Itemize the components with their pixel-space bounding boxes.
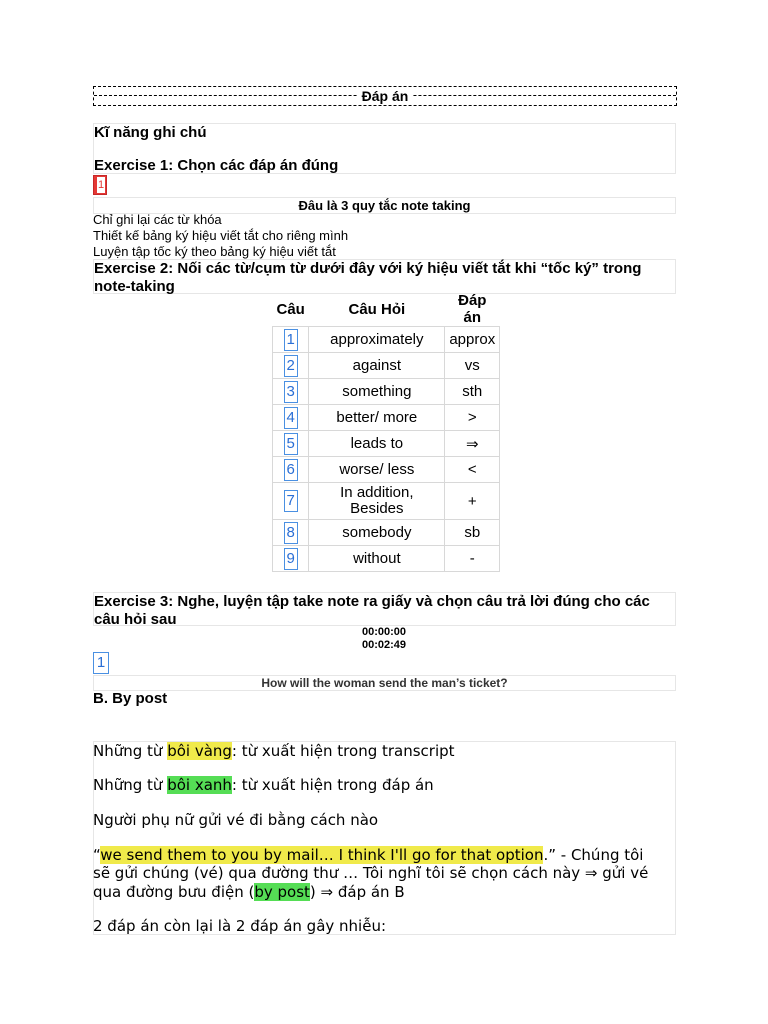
question-number[interactable]: 3	[284, 381, 298, 403]
exercise3-question	[93, 675, 676, 691]
column-header: Câu	[276, 300, 305, 318]
column-header: Câu Hỏi	[348, 300, 406, 318]
yellow-highlight: bôi vàng	[167, 742, 232, 760]
table-row	[273, 379, 500, 405]
exercise1-answer: Thiết kế bảng ký hiệu viết tắt cho riêng mình	[93, 228, 349, 243]
question-cell: without	[309, 546, 445, 572]
answer-cell: <	[445, 457, 500, 483]
exercise3-answer: B. By post	[93, 690, 168, 707]
legend-text: : từ xuất hiện trong đáp án	[231, 776, 434, 794]
audio-end-time: 00:02:49	[361, 639, 407, 651]
answer-cell: approx	[445, 327, 500, 353]
question-number[interactable]: 5	[284, 433, 298, 455]
exercise1-badge[interactable]: 1	[93, 175, 107, 195]
table-row	[273, 405, 500, 431]
answer-cell: -	[445, 546, 500, 572]
question-number[interactable]: 7	[284, 490, 298, 512]
section-title: Kĩ năng ghi chú	[94, 124, 207, 141]
table-row	[273, 520, 500, 546]
table-row	[273, 457, 500, 483]
table-row	[273, 483, 500, 520]
question-cell: leads to	[309, 431, 445, 457]
yellow-highlight: we send them to you by mail… I think I'll go for that option	[100, 846, 544, 864]
question-cell: approximately	[309, 327, 445, 353]
table-row	[273, 431, 500, 457]
conclusion-line	[93, 883, 405, 901]
column-header: Đáp án	[458, 292, 487, 326]
answer-cell: sth	[445, 379, 500, 405]
question-number[interactable]: 4	[284, 407, 298, 429]
question-cell: something	[309, 379, 445, 405]
conclusion-text: ) ⇒ đáp án B	[309, 883, 405, 901]
matching-table	[272, 292, 500, 572]
answer-key-header	[93, 86, 677, 106]
exercise1-title: Exercise 1: Chọn các đáp án đúng	[94, 157, 339, 174]
table-row	[273, 353, 500, 379]
question-number[interactable]: 6	[284, 459, 298, 481]
distractor-note: 2 đáp án còn lại là 2 đáp án gây nhiễu:	[93, 917, 387, 935]
exercise1-answer: Luyện tập tốc ký theo bảng ký hiệu viết tắt	[93, 244, 336, 259]
green-highlight: by post	[254, 883, 310, 901]
translation-line: sẽ gửi chúng (vé) qua đường thư … Tôi nghĩ tôi sẽ chọn cách này ⇒ gửi vé	[93, 864, 649, 882]
transcript-quote	[93, 846, 643, 864]
exercise1-answer: Chỉ ghi lại các từ khóa	[93, 212, 222, 227]
quote-text: “	[93, 846, 101, 864]
table-row	[273, 546, 500, 572]
section-block	[93, 123, 676, 174]
table-row	[273, 327, 500, 353]
explanation-block	[93, 741, 676, 935]
question-cell: In addition, Besides	[309, 483, 445, 520]
audio-start-time: 00:00:00	[361, 626, 407, 638]
question-cell: against	[309, 353, 445, 379]
answer-cell: >	[445, 405, 500, 431]
exercise3-question-text: How will the woman send the man’s ticket?	[261, 676, 508, 690]
exercise1-question-text: Đâu là 3 quy tắc note taking	[298, 198, 471, 213]
answer-cell: vs	[445, 353, 500, 379]
conclusion-text: qua đường bưu điện (	[93, 883, 255, 901]
legend-text: Những từ	[93, 742, 168, 760]
answer-cell: +	[445, 483, 500, 520]
legend-text: : từ xuất hiện trong transcript	[231, 742, 455, 760]
question-number[interactable]: 1	[284, 329, 298, 351]
question-cell: somebody	[309, 520, 445, 546]
green-highlight: bôi xanh	[167, 776, 232, 794]
question-number[interactable]: 1	[93, 652, 109, 674]
question-cell: better/ more	[309, 405, 445, 431]
quote-text: .” - Chúng tôi	[543, 846, 644, 864]
legend-green	[93, 776, 434, 794]
exercise3-title: Exercise 3: Nghe, luyện tập take note ra giấy và chọn câu trả lời đúng cho các câu hỏi sau	[93, 592, 676, 626]
question-number[interactable]: 2	[284, 355, 298, 377]
answer-cell: ⇒	[445, 431, 500, 457]
question-number[interactable]: 8	[284, 522, 298, 544]
legend-yellow	[93, 742, 455, 760]
question-number[interactable]: 9	[284, 548, 298, 570]
page-title: Đáp án	[358, 88, 413, 104]
legend-text: Những từ	[93, 776, 168, 794]
explanation-question: Người phụ nữ gửi vé đi bằng cách nào	[93, 811, 379, 829]
exercise2-title: Exercise 2: Nối các từ/cụm từ dưới đây với ký hiệu viết tắt khi “tốc ký” trong note-taking	[93, 259, 676, 294]
answer-cell: sb	[445, 520, 500, 546]
question-cell: worse/ less	[309, 457, 445, 483]
